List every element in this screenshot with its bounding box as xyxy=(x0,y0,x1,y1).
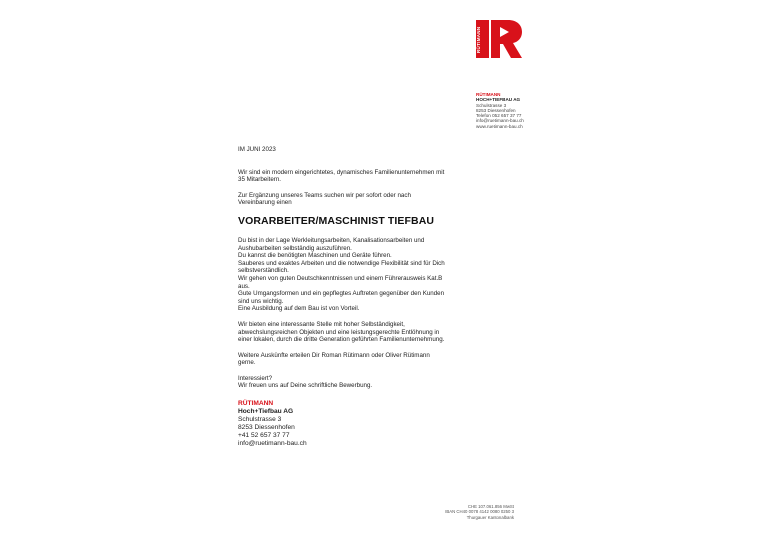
footer-iban: IBAN CH40 0078 4142 0080 0250 3 xyxy=(445,509,514,515)
intro-paragraph xyxy=(238,169,460,184)
footer-bank: Thurgauer Kantonalbank xyxy=(466,514,514,520)
contact-company: Hoch+Tiefbau AG xyxy=(238,407,294,415)
requirement-line: selbstverständlich. xyxy=(238,267,289,275)
info-paragraph xyxy=(238,352,460,367)
requirement-line: Gute Umgangsformen und ein gepflegtes Auftreten gegenüber den Kunden xyxy=(238,290,445,298)
requirement-line: aus. xyxy=(238,282,250,290)
offer-line: abwechslungsreichen Objekten und eine leistungsgerechte Entlöhnung in xyxy=(238,328,440,336)
search-line: Vereinbarung einen xyxy=(238,199,292,207)
sender-email[interactable]: info@ruetimann-bau.ch xyxy=(476,118,524,124)
contact-email[interactable]: info@ruetimann-bau.ch xyxy=(238,439,307,447)
requirements-paragraph xyxy=(238,237,460,313)
offer-line: Wir bieten eine interessante Stelle mit hoher Selbständigkeit, xyxy=(238,320,405,328)
closing-paragraph xyxy=(238,375,460,390)
logo-vertical-text: RÜTIMANN xyxy=(476,26,481,54)
letter-date: IM JUNI 2023 xyxy=(238,146,276,153)
closing-line: Interessiert? xyxy=(238,374,273,382)
search-paragraph xyxy=(238,192,460,207)
sender-block xyxy=(476,92,524,129)
contact-phone[interactable]: +41 52 657 37 77 xyxy=(238,431,290,439)
sender-web[interactable]: www.ruetimann-bau.ch xyxy=(476,123,523,129)
info-line: Weitere Auskünfte erteilen Dir Roman Rütimann oder Oliver Rütimann xyxy=(238,351,430,359)
bank-footer xyxy=(445,504,514,520)
offer-line: einer lokalen, durch die dritte Generation geführten Familienunternehmung. xyxy=(238,336,445,344)
info-line: gerne. xyxy=(238,359,256,367)
job-title: VORARBEITER/MASCHINIST TIEFBAU xyxy=(238,214,435,227)
intro-line: 35 Mitarbeitern. xyxy=(238,176,281,184)
sender-city: 8253 Diessenhofen xyxy=(476,107,516,113)
intro-line: Wir sind ein modern eingerichtetes, dynamisches Familienunternehmen mit xyxy=(238,168,445,176)
sender-street: Schulstrasse 3 xyxy=(476,102,507,108)
requirement-line: sind uns wichtig. xyxy=(238,297,284,305)
requirement-line: Sauberes und exaktes Arbeiten und die notwendige Flexibilität sind für Dich xyxy=(238,259,445,267)
footer-vat: CHE 107.061.856 MwSt xyxy=(467,504,514,509)
requirement-line: Du bist in der Lage Werkleitungsarbeiten, Kanalisationsarbeiten und xyxy=(238,236,425,244)
requirement-line: Wir gehen von guten Deutschkenntnissen und einem Führerausweis Kat.B xyxy=(238,274,443,282)
requirement-line: Du kannst die benötigten Maschinen und Geräte führen. xyxy=(238,252,392,260)
letter-body xyxy=(238,146,460,448)
search-line: Zur Ergänzung unseres Teams suchen wir per sofort oder nach xyxy=(238,191,411,199)
offer-paragraph xyxy=(238,321,460,344)
contact-block xyxy=(238,400,460,447)
requirement-line: Eine Ausbildung auf dem Bau ist von Vorteil. xyxy=(238,305,360,313)
closing-line: Wir freuen uns auf Deine schriftliche Bewerbung. xyxy=(238,382,373,390)
requirement-line: Aushubarbeiten selbständig auszuführen. xyxy=(238,244,352,252)
sender-company: HOCH+TIEFBAU AG xyxy=(476,97,521,103)
sender-brand: RÜTIMANN xyxy=(476,92,501,97)
contact-city: 8253 Diessenhofen xyxy=(238,423,295,431)
contact-street: Schulstrasse 3 xyxy=(238,415,282,423)
contact-brand: RÜTIMANN xyxy=(238,400,274,408)
sender-phone: Telefon 052 657 37 77 xyxy=(476,113,522,119)
